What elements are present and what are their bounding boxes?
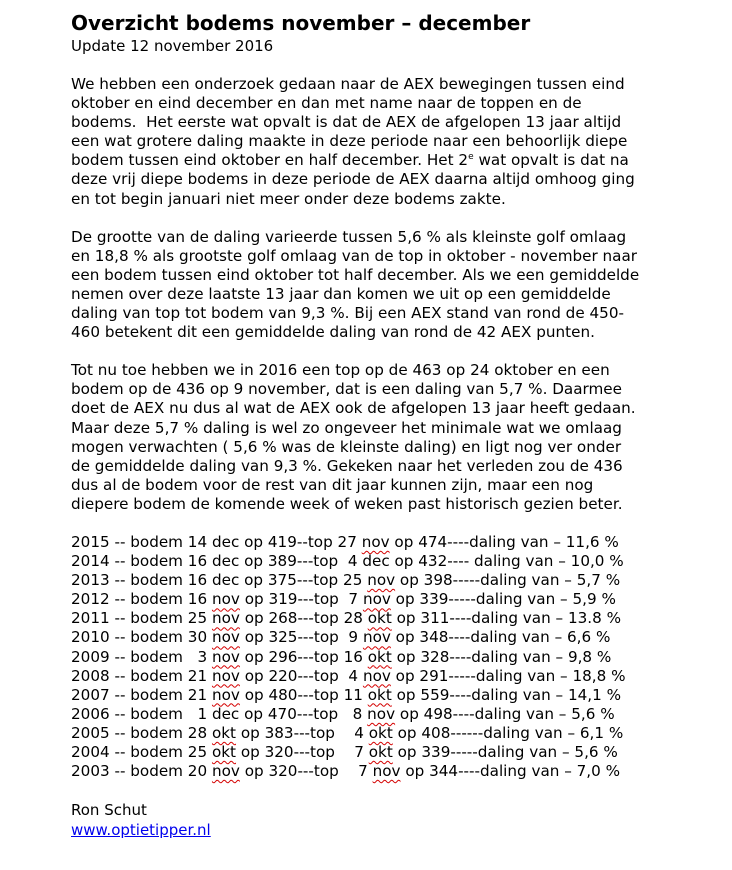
month-abbrev: okt bbox=[367, 685, 392, 704]
row-text: op 344----daling van – 7,0 % bbox=[400, 762, 621, 781]
row-text: op 348----daling van – 6,6 % bbox=[390, 628, 611, 647]
month-abbrev: okt bbox=[367, 647, 392, 666]
bodem-overview-list bbox=[71, 533, 721, 781]
month-abbrev: nov bbox=[211, 666, 240, 685]
month-abbrev: nov bbox=[361, 532, 390, 551]
bodem-row bbox=[71, 743, 721, 762]
text-line: diepere bodem de komende week of weken past historisch gezien beter. bbox=[71, 494, 623, 513]
text-line: Maar deze 5,7 % daling is wel zo ongeveer het minimale wat we omlaag bbox=[71, 418, 622, 437]
text-line: mogen verwachten ( 5,6 % was de kleinste daling) en ligt nog ver onder bbox=[71, 437, 622, 456]
row-text: op 311----daling van – 13.8 % bbox=[391, 609, 622, 628]
row-text: 2005 -- bodem 28 bbox=[71, 723, 212, 742]
month-abbrev: okt bbox=[368, 723, 393, 742]
text-line: en tot begin januari niet meer onder deze bodems zakte. bbox=[71, 189, 506, 208]
text-line: De grootte van de daling varieerde tussen 5,6 % als kleinste golf omlaag bbox=[71, 227, 627, 246]
row-text: op 220---top 4 bbox=[239, 666, 363, 685]
row-text: 2014 -- bodem 16 dec op 389---top 4 dec op 432---- daling van – 10,0 % bbox=[71, 552, 624, 571]
paragraph-2016 bbox=[71, 361, 721, 514]
month-abbrev: nov bbox=[367, 704, 396, 723]
month-abbrev: nov bbox=[211, 685, 240, 704]
month-abbrev: okt bbox=[211, 723, 237, 742]
text-line: deze vrij diepe bodems in deze periode de AEX daarna altijd omhoog ging bbox=[71, 170, 635, 189]
row-text: 2011 -- bodem 25 bbox=[71, 609, 212, 628]
row-text: op 398-----daling van – 5,7 % bbox=[395, 571, 621, 590]
bodem-row bbox=[71, 762, 721, 781]
text-segment: bodem tussen eind oktober en half december. Het 2 bbox=[71, 151, 469, 170]
paragraph-intro bbox=[71, 75, 721, 209]
superscript: e bbox=[468, 152, 474, 163]
row-text: op 498----daling van – 5,6 % bbox=[395, 704, 615, 723]
row-text: op 559----daling van – 14,1 % bbox=[391, 685, 622, 704]
row-text: 2012 -- bodem 16 bbox=[71, 590, 212, 609]
bodem-row bbox=[71, 628, 721, 647]
month-abbrev: nov bbox=[211, 609, 240, 628]
row-text: op 339-----daling van – 5,6 % bbox=[392, 743, 618, 761]
row-text: 2008 -- bodem 21 bbox=[71, 666, 212, 685]
row-text: op 325---top 9 bbox=[239, 628, 363, 647]
row-text: op 328----daling van – 9,8 % bbox=[391, 647, 612, 666]
row-text: op 339-----daling van – 5,9 % bbox=[390, 590, 616, 609]
bodem-row bbox=[71, 571, 721, 590]
text-line: de gemiddelde daling van 9,3 %. Gekeken naar het verleden zou de 436 bbox=[71, 456, 623, 475]
website-link[interactable]: www.optietipper.nl bbox=[71, 821, 211, 840]
row-text: op 296---top 16 bbox=[239, 647, 368, 666]
row-text: 2009 -- bodem 3 bbox=[71, 647, 212, 666]
row-text: 2010 -- bodem 30 bbox=[71, 628, 212, 647]
text-line: Tot nu toe hebben we in 2016 een top op de 463 op 24 oktober en een bbox=[71, 361, 610, 380]
row-text: op 480---top 11 bbox=[239, 685, 368, 704]
month-abbrev: nov bbox=[362, 590, 391, 609]
month-abbrev: nov bbox=[211, 762, 240, 781]
month-abbrev: nov bbox=[211, 590, 240, 609]
text-line: bodem op de 436 op 9 november, dat is een daling van 5,7 %. Daarmee bbox=[71, 380, 622, 399]
text-line: bodems. Het eerste wat opvalt is dat de AEX de afgelopen 13 jaar altijd bbox=[71, 113, 622, 132]
month-abbrev: nov bbox=[362, 666, 391, 685]
row-text: 2004 -- bodem 25 bbox=[71, 743, 212, 761]
text-line: doet de AEX nu dus al wat de AEX ook de afgelopen 13 jaar heeft gedaan. bbox=[71, 399, 636, 418]
bodem-row bbox=[71, 590, 721, 609]
bodem-row bbox=[71, 533, 721, 552]
row-text: op 268---top 28 bbox=[239, 609, 368, 628]
text-line: een bodem tussen eind oktober tot half december. Als we een gemiddelde bbox=[71, 265, 640, 284]
row-text: op 291-----daling van – 18,8 % bbox=[390, 666, 626, 685]
document-page bbox=[71, 10, 721, 840]
month-abbrev: okt bbox=[211, 743, 237, 761]
bodem-row bbox=[71, 552, 721, 571]
month-abbrev: nov bbox=[211, 628, 240, 647]
row-text: 2013 -- bodem 16 dec op 375---top 25 bbox=[71, 571, 368, 590]
bodem-row bbox=[71, 667, 721, 686]
text-segment: wat opvalt is dat na bbox=[473, 151, 629, 170]
row-text: op 408------daling van – 6,1 % bbox=[392, 723, 624, 742]
month-abbrev: okt bbox=[367, 609, 392, 628]
month-abbrev: nov bbox=[372, 762, 401, 781]
row-text: op 474----daling van – 11,6 % bbox=[389, 532, 619, 551]
month-abbrev: nov bbox=[367, 571, 396, 590]
bodem-row bbox=[71, 686, 721, 705]
text-line: daling van top tot bodem van 9,3 %. Bij een AEX stand van rond de 450- bbox=[71, 304, 624, 323]
bodem-row bbox=[71, 648, 721, 667]
month-abbrev: nov bbox=[362, 628, 391, 647]
month-abbrev: nov bbox=[211, 647, 240, 666]
row-text: 2003 -- bodem 20 bbox=[71, 762, 212, 781]
row-text: 2007 -- bodem 21 bbox=[71, 685, 212, 704]
row-text: op 320---top 7 bbox=[236, 743, 369, 761]
update-date: Update 12 november 2016 bbox=[71, 37, 274, 55]
text-line: 460 betekent dit een gemiddelde daling van rond de 42 AEX punten. bbox=[71, 323, 595, 342]
text-line: en 18,8 % als grootste golf omlaag van de top in oktober - november naar bbox=[71, 246, 638, 265]
row-text: op 383---top 4 bbox=[236, 723, 369, 742]
row-text: op 320---top 7 bbox=[239, 762, 373, 781]
row-text: 2006 -- bodem 1 dec op 470---top 8 bbox=[71, 704, 368, 723]
row-text: op 319---top 7 bbox=[239, 590, 363, 609]
paragraph-size bbox=[71, 228, 721, 343]
row-text: 2015 -- bodem 14 dec op 419--top 27 bbox=[71, 532, 362, 551]
bodem-row bbox=[71, 609, 721, 628]
bodem-row bbox=[71, 705, 721, 724]
text-line: We hebben een onderzoek gedaan naar de AEX bewegingen tussen eind bbox=[71, 75, 625, 93]
month-abbrev: okt bbox=[368, 743, 393, 761]
text-line: een wat grotere daling maakte in deze periode naar een behoorlijk diepe bbox=[71, 132, 628, 151]
text-line: dus al de bodem voor de rest van dit jaar kunnen zijn, maar een nog bbox=[71, 475, 594, 494]
text-line bbox=[71, 151, 721, 170]
text-line: oktober en eind december en dan met name naar de toppen en de bbox=[71, 94, 582, 113]
author-name: Ron Schut bbox=[71, 801, 147, 820]
page-title: Overzicht bodems november – december bbox=[71, 11, 531, 35]
bodem-row bbox=[71, 724, 721, 743]
text-line: nemen over deze laatste 13 jaar dan komen we uit op een gemiddelde bbox=[71, 284, 611, 303]
